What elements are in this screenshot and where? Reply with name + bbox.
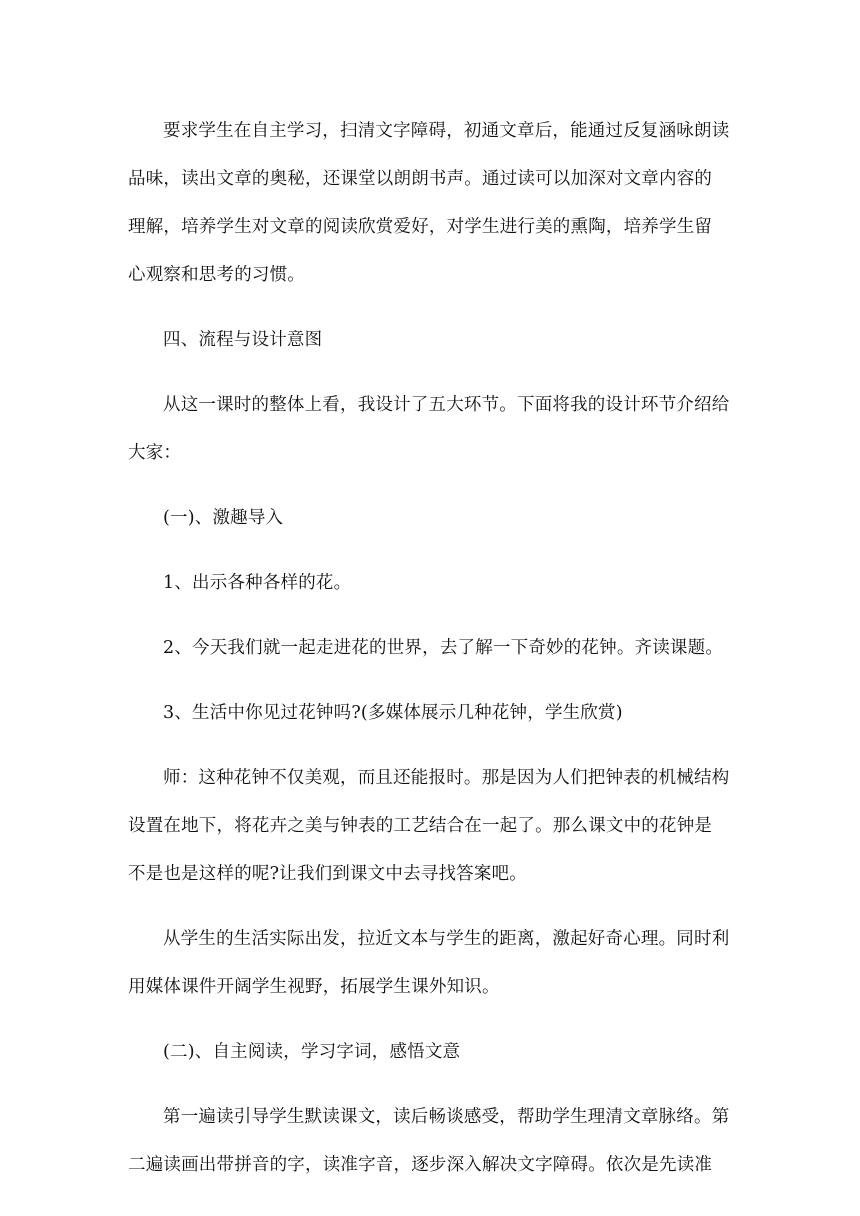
list-item xyxy=(128,559,732,607)
subsection-heading xyxy=(128,1028,732,1076)
paragraph-reading-steps xyxy=(128,1093,732,1189)
list-item xyxy=(128,624,732,672)
text-line: 2、今天我们就一起走进花的世界，去了解一下奇妙的花钟。齐读课题。 xyxy=(163,638,724,658)
section-heading xyxy=(128,316,732,364)
paragraph-reading-goals xyxy=(128,107,732,299)
document-body xyxy=(128,107,732,1189)
text-line: 师：这种花钟不仅美观，而且还能报时。那是因为人们把钟表的机械结构 xyxy=(163,768,730,788)
text-line: 用媒体课件开阔学生视野，拓展学生课外知识。 xyxy=(128,977,500,997)
paragraph-teacher-remarks xyxy=(128,754,732,898)
text-line: 大家： xyxy=(128,443,182,463)
list-item xyxy=(128,689,732,737)
paragraph-overview xyxy=(128,381,732,477)
text-line: 二遍读画出带拼音的字，读准字音，逐步深入解决文字障碍。依次是先读准 xyxy=(128,1155,713,1175)
text-line: 四、流程与设计意图 xyxy=(163,330,323,350)
subsection-heading xyxy=(128,494,732,542)
text-line: 1、出示各种各样的花。 xyxy=(163,573,352,593)
text-line: (一)、激趣导入 xyxy=(163,508,284,528)
text-line: 要求学生在自主学习，扫清文字障碍，初通文章后，能通过反复涵咏朗读 xyxy=(163,121,730,141)
text-line: 第一遍读引导学生默读课文，读后畅谈感受，帮助学生理清文章脉络。第 xyxy=(163,1107,730,1127)
paragraph-design-intent xyxy=(128,915,732,1011)
text-line: (二)、自主阅读，学习字词，感悟文意 xyxy=(163,1042,461,1062)
text-line: 理解，培养学生对文章的阅读欣赏爱好，对学生进行美的熏陶，培养学生留 xyxy=(128,217,713,237)
text-line: 不是也是这样的呢?让我们到课文中去寻找答案吧。 xyxy=(128,864,527,884)
text-line: 心观察和思考的习惯。 xyxy=(128,265,305,285)
text-line: 从这一课时的整体上看，我设计了五大环节。下面将我的设计环节介绍给 xyxy=(163,395,730,415)
text-line: 从学生的生活实际出发，拉近文本与学生的距离，激起好奇心理。同时利 xyxy=(163,929,730,949)
text-line: 设置在地下，将花卉之美与钟表的工艺结合在一起了。那么课文中的花钟是 xyxy=(128,816,713,836)
text-line: 品味，读出文章的奥秘，还课堂以朗朗书声。通过读可以加深对文章内容的 xyxy=(128,169,713,189)
text-line: 3、生活中你见过花钟吗?(多媒体展示几种花钟，学生欣赏) xyxy=(163,703,623,723)
